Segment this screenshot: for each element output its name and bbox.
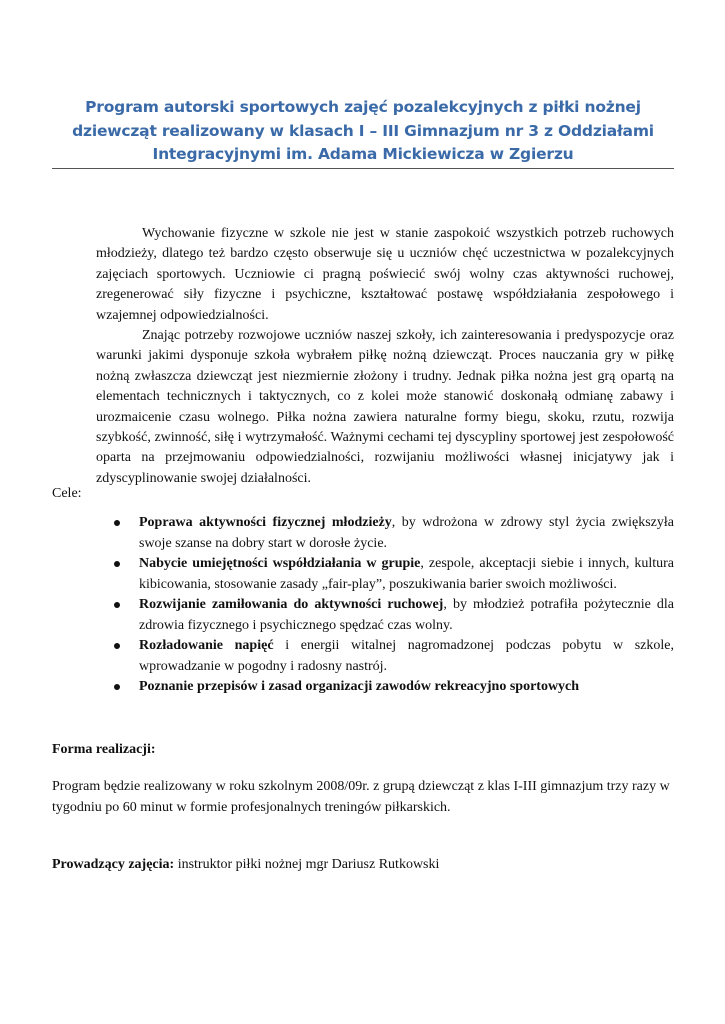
bullet-icon — [114, 602, 120, 608]
forma-text: Program będzie realizowany w roku szkolnym 2008/09r. z grupą dziewcząt z klas I-III gimnazjum trzy razy w tygodniu po 60 minut w formie profesjonalnych treningów piłkarskich. — [52, 779, 670, 815]
bullet-icon — [114, 684, 120, 690]
goal-item — [100, 636, 674, 677]
goal-title: Poznanie przepisów i zasad organizacji zawodów rekreacyjno sportowych — [139, 679, 580, 694]
goal-title: Poprawa aktywności fizycznej młodzieży — [139, 515, 392, 530]
paragraph-2: Znając potrzeby rozwojowe uczniów naszej szkoły, ich zainteresowania i predyspozycje oraz warunki jakimi dysponuje szkoła wybrałem piłkę nożną dziewcząt. Proces nauczania gry w piłkę nożną zwłaszcza dziewcząt jest niezmiernie złożony i trudny. Jednak piłka nożna jest grą opartą na elementach technicznych i taktycznych, co z kolei może stanowić doskonałą odmianę zabawy i urozmaicenie czasu wolnego. Piłka nożna zawiera naturalne formy biegu, skoku, rzutu, rozwija szybkość, zwinność, siłę i wytrzymałość. Ważnymi cechami tej dyscypliny sportowej jest zespołowość oparta na przejmowaniu odpowiedzialności, rozwijaniu możliwości własnej inicjatywy jak i zdyscyplinowanie swojej działalności. — [96, 328, 674, 486]
goal-item — [100, 554, 674, 595]
goal-item — [100, 513, 674, 554]
forma-heading: Forma realizacji: — [52, 742, 156, 757]
paragraph-1: Wychowanie fizyczne w szkole nie jest w stanie zaspokoić wszystkich potrzeb ruchowych młodzieży, dlatego też bardzo często obserwuje się u uczniów chęć uczestnictwa w pozalekcyjnych zajęciach sportowych. Uczniowie ci pragną poświecić swój wolny czas aktywności ruchowej, zregenerować siły fizyczne i psychiczne, kształtować postawę współdziałania zespołowego i wzajemnej odpowiedzialności. — [96, 226, 674, 323]
document-title: Program autorski sportowych zajęć pozalekcyjnych z piłki nożnej dziewcząt realizowany w klasach I – III Gimnazjum nr 3 z Oddziałami Integracyjnymi im. Adama Mickiewicza w Zgierzu — [72, 98, 654, 163]
goals-label: Cele: — [52, 486, 82, 501]
goal-title: Rozładowanie napięć — [139, 638, 274, 653]
goal-description: , by młodzież potrafiła pożytecznie dla zdrowia fizycznego i psychicznego spędzać czas wolny. — [139, 597, 674, 633]
bullet-icon — [114, 520, 120, 526]
instructor-value: instruktor piłki nożnej mgr Dariusz Rutkowski — [174, 857, 440, 872]
instructor-label: Prowadzący zajęcia: — [52, 857, 175, 872]
instructor-line — [52, 857, 439, 873]
goal-description: i energii witalnej nagromadzonej podczas pobytu w szkole, wprowadzanie w pogodny i radosny nastrój. — [139, 638, 674, 674]
goal-description: , by wdrożona w zdrowy styl życia zwiększyła swoje szanse na dobry start w dorosłe życie. — [139, 515, 674, 551]
goal-title: Nabycie umiejętności współdziałania w grupie — [139, 556, 421, 571]
bullet-icon — [114, 561, 120, 567]
goal-item — [100, 677, 674, 698]
intro-text — [96, 224, 674, 489]
goal-title: Rozwijanie zamiłowania do aktywności ruchowej — [139, 597, 444, 612]
bullet-icon — [114, 643, 120, 649]
goals-list — [100, 513, 674, 698]
goal-item — [100, 595, 674, 636]
title-divider — [52, 168, 674, 169]
goal-description: , zespole, akceptacji siebie i innych, kultura kibicowania, stosowanie zasady „fair-play”, poszukiwania barier swoich możliwości. — [139, 556, 674, 592]
